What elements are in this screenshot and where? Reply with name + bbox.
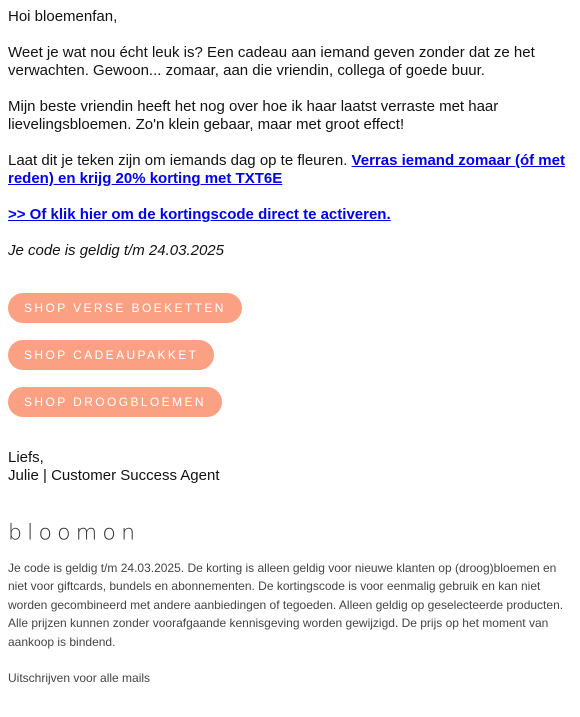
logo-text: bloomon: [8, 521, 141, 546]
story-paragraph: Mijn beste vriendin heeft het nog over hoe ik haar laatst verraste met haar lievelingsbloemen. Zo'n klein gebaar, maar met groot effect!: [8, 98, 499, 133]
email-body: [8, 8, 570, 687]
unsubscribe-link[interactable]: Uitschrijven voor alle mails: [8, 671, 151, 686]
activate-code-link[interactable]: >> Of klik hier om de kortingscode direct te activeren.: [8, 206, 391, 223]
intro-paragraph: Weet je wat nou écht leuk is? Een cadeau aan iemand geven zonder dat ze het verwachten. Gewoon... zomaar, aan die vriendin, collega of goede buur.: [8, 44, 535, 79]
greeting: Hoi bloemenfan,: [8, 8, 118, 25]
shop-fresh-bouquets-button[interactable]: SHOP VERSE BOEKETTEN: [8, 293, 242, 323]
signoff-signature: Julie | Customer Success Agent: [8, 467, 220, 484]
shop-buttons: [8, 293, 570, 417]
signoff: [8, 449, 570, 485]
offer-paragraph: [8, 152, 570, 188]
footer-disclaimer: Je code is geldig t/m 24.03.2025. De korting is alleen geldig voor nieuwe klanten op (droog)bloemen en niet voor giftcards, bundels en abonnementen. De kortingscode is voor eenmalig gebruik en kan niet worden gecombineerd met andere aanbiedingen of tegoeden. Alleen geldig op geselecteerde producten. Alle prijzen kunnen zonder voorafgaande kennisgeving worden gewijzigd. De prijs op het moment van aankoop is bindend.: [8, 561, 564, 649]
signoff-greeting: Liefs,: [8, 449, 44, 466]
shop-dried-flowers-button[interactable]: SHOP DROOGBLOEMEN: [8, 387, 222, 417]
shop-gift-package-button[interactable]: SHOP CADEAUPAKKET: [8, 340, 214, 370]
offer-text: Laat dit je teken zijn om iemands dag op te fleuren.: [8, 152, 352, 169]
activate-paragraph: [8, 206, 570, 224]
bloomon-logo: [8, 521, 570, 547]
discount-link[interactable]: Verras iemand zomaar (óf met reden) en krijg 20% korting met TXT6E: [8, 152, 565, 187]
code-validity: Je code is geldig t/m 24.03.2025: [8, 242, 224, 259]
